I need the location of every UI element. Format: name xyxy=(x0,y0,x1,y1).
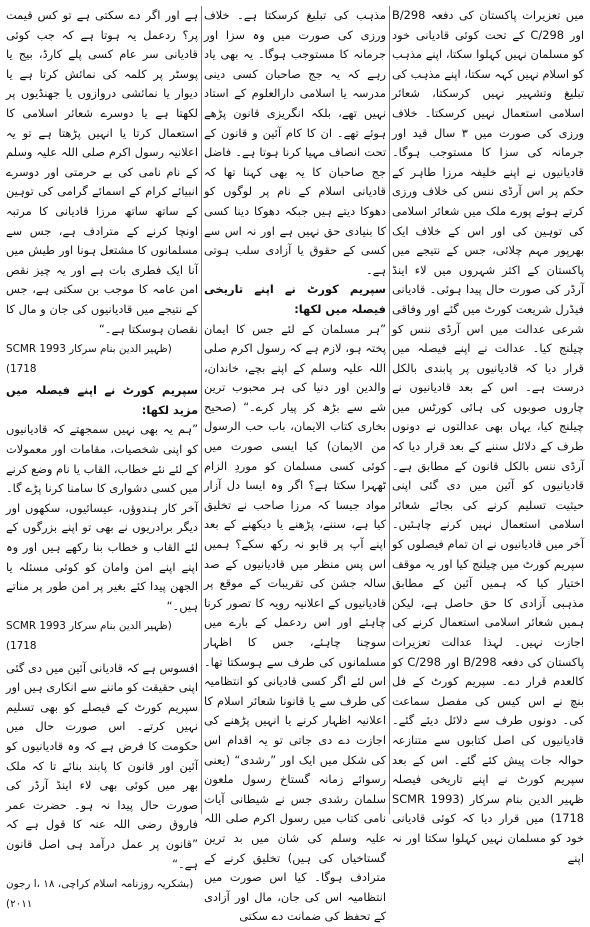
article-paragraph: میں تعزیرات پاکستان کی دفعہ 298/B اور 298/C کے تحت کوئی قادیانی خود کو مسلمان نہیں کہلوا سکتا، اپنے مذہب کو اسلام نہیں کہہ سکتا، اپنے مذہب کی تبلیغ وتشہیر نہیں کرسکتا، شعائر اسلامی استعمال نہیں کرسکتا۔ خلاف ورزی کی صورت میں ۳ سال قید اور جرمانہ کی سزا کا مستوجب ہوگا۔ قادیانیوں نے اپنے خلیفہ مرزا طاہر کے حکم پر اس آرڈی ننس کی خلاف ورزی کرتے ہوئے پورے ملک میں شعائر اسلامی کی توہین کی اور اس کے خلاف ایک بھرپور مہم چلائی، جس کے نتیجے میں پاکستان کے اکثر شہروں میں لاء اینڈ آرڈر کی صورت حال پیدا ہوئی۔ قادیانی فیڈرل شریعت کورٹ میں گئے اور وفاقی شرعی عدالت میں اس آرڈی ننس کو چیلنج کیا۔ عدالت نے اپنے فیصلہ میں قرار دیا کہ قادیانیوں پر پابندی بالکل درست ہے۔ اس کے بعد قادیانیوں نے چاروں صوبوں کی ہائی کورٹس میں چیلنج کیا، یہاں بھی عدالتوں نے دونوں طرف کے دلائل سننے کے بعد قرار دیا کہ آرڈی ننس بالکل قانون کے مطابق ہے۔ قادیانیوں کو آئین میں دی گئی اپنی حیثیت تسلیم کرنے کی بجائے شعائر اسلامی استعمال نہیں کرنے چاہئیں۔ آخر میں قادیانیوں نے ان تمام فیصلوں کو سپریم کورٹ میں چیلنج کیا اور یہ موقف اختیار کیا کہ ہمیں آئین کے مطابق مذہبی آزادی کا حق حاصل ہے، لیکن ہمیں شعائر اسلامی استعمال کرنے کی اجازت نہیں۔ لہذا عدالت تعزیرات پاکستان کی دفعہ 298/B اور 298/C کو کالعدم قرار دے۔ سپریم کورٹ کے فل بنچ نے اس کیس کی مفصل سماعت کی۔ دونوں طرف سے دلائل دیئے گئے۔ قادیانیوں کی اصل کتابوں سے متنازعہ حوالہ جات پیش کئے گئے۔ اس کے بعد سپریم کورٹ نے اپنے تاریخی فیصلہ ظہیر الدین بنام سرکار (1993 SCMR 1718) میں قرار دیا کہ کوئی قادیانی خود کو مسلمان نہیں کہلوا سکتا اور نہ اپنے xyxy=(392,8,585,865)
article-paragraph: افسوس ہے کہ قادیانی آئین میں دی گئی اپنی حقیقت کو ماننے سے انکاری ہیں اور سپریم کورٹ کے فیصلے کو بھی تسلیم نہیں کرتے۔ اس صورت حال میں حکومت کا فرض ہے کہ وہ قادیانیوں کو آئین اور قانون کا پابند بنائے تا کہ ملک بھر میں کوئی بھی لاء اینڈ آرڈر کی صورت حال پیدا نہ ہو۔ حضرت عمر فاروق رضی اللہ عنہ کا قول ہے کہ ”قانون پر عمل درآمد ہی اصل قانون ہے۔“ xyxy=(6,660,198,871)
court-quote: ہے اور اگر دے سکتی ہے تو کس قیمت پر؟ ردعمل یہ ہوتا ہے کہ جب کوئی قادیانی سر عام کسی پلے کارڈ، بیج یا پوسٹر پر کلمہ کی نمائش کرتا ہے یا دیوار یا نمائشی دروازوں یا جھنڈیوں پر لکھتا ہے یا دوسرے شعائر اسلامی کا استعمال کرتا یا انہیں پڑھتا ہے تو یہ اعلانیہ رسول اکرم صلی اللہ علیہ وسلم کے نام نامی کی بے حرمتی اور دوسرے انبیائے کرام کے اسمائے گرامی کی توہین کے ساتھ ساتھ مرزا قادیانی کا مرتبہ اونچا کرنے کے مترادف ہے، جس سے مسلمانوں کا مشتعل ہونا اور طیش میں آنا ایک فطری بات ہے اور یہ چیز نقص امن عامہ کا موجب بن سکتی ہے، جس کے نتیجے میں قادیانیوں کی جان و مال کا نقصان ہوسکتا ہے۔“ xyxy=(6,8,198,336)
column-divider xyxy=(389,6,390,814)
article-paragraph: مذہب کی تبلیغ کرسکتا ہے۔ خلاف ورزی کی صورت میں وہ سزا اور جرمانہ کا مستوجب ہوگا۔ یہ بھی یاد رہے کہ یہ جج صاحبان کسی دینی مدرسہ یا اسلامی دارالعلوم کے استاد نہیں تھے، بلکہ انگریزی قانون پڑھے ہوئے تھے۔ ان کا کام آئین و قانون کے تحت انصاف مہیا کرنا ہوتا ہے۔ فاضل جج صاحبان کا یہ بھی کہنا تھا کہ قادیانی اسلام کے نام پر لوگوں کو دھوکا دیتے ہیں جبکہ دھوکا دینا کسی کا بنیادی حق نہیں ہے اور نہ اس سے کسی کے حقوق یا آزادی سلب ہوتی ہے۔ xyxy=(204,8,386,277)
court-quote: ”ہم یہ بھی نہیں سمجھتے کہ قادیانیوں کو اپنی شخصیات، مقامات اور معمولات کے لئے نئے خطاب، القاب یا نام وضع کرنے میں کسی دشواری کا سامنا کرنا پڑے گا۔ آخر کار ہندوؤں، عیسائیوں، سکھوں اور دیگر برادریوں نے بھی تو اپنے بزرگوں کے لئے القاب و خطاب بنا رکھے ہیں اور وہ اپنے اپنے امن وامان کو کوئی مسئلہ یا الجھن پیدا کئے بغیر پر امن طور پر مناتے ہیں۔“ xyxy=(6,422,198,613)
source-credit: (بشکریہ روزنامہ اسلام کراچی، ۱۸ ،ا رجون ۲۰۱۱) xyxy=(6,878,194,910)
column-divider xyxy=(201,6,202,814)
section-heading: سپریم کورٹ نے اپنے تاریخی فیصلہ میں لکھا: xyxy=(204,282,386,316)
court-quote: ”ہر مسلمان کے لئے جس کا ایمان پختہ ہو، لازم ہے کہ رسول اکرم صلی اللہ علیہ وسلم کے اپنے بچے، خاندان، والدین اور دنیا کی ہر محبوب ترین شے سے بڑھ کر پیار کرے۔“ (صحیح بخاری کتاب الایمان، باب حب الرسول من الایمان) کیا ایسی صورت میں کوئی کسی مسلمان کو موردِ الزام ٹھہرا سکتا ہے؟ اگر وہ ایسا دل آزار مواد جیسا کہ مرزا صاحب نے تخلیق کیا ہے، سننے، پڑھنے یا دیکھنے کے بعد اپنے آپ پر قابو نہ رکھ سکے؟ ہمیں اس پس منظر میں قادیانیوں کے صد سالہ جشن کی تقریبات کے موقع پر قادیانیوں کے اعلانیہ رویہ کا تصور کرنا چاہئے اور اس ردعمل کے بارے میں سوچنا چاہئے، جس کا اظہار مسلمانوں کی طرف سے ہوسکتا تھا۔ اس لئے اگر کسی قادیانی کو انتظامیہ کی طرف سے یا قانونا شعائر اسلام کا اعلانیہ اظہار کرنے یا انہیں پڑھنے کی اجازت دے دی جاتی تو یہ اقدام اس کی شکل میں ایک اور ”رشدی“ (یعنی رسوائے زمانہ گستاخ رسول ملعون سلمان رشدی جس نے شیطانی آیات نامی کتاب میں رسول اکرم صلی اللہ علیہ وسلم کی شان میں بد ترین گستاخیاں کی ہیں) تخلیق کرنے کے مترادف ہوگا۔ کیا اس صورت میں انتظامیہ اس کی جان، مال اور آزادی کے تحفظ کی ضمانت دے سکتی xyxy=(204,321,386,924)
article-column-middle xyxy=(204,6,386,924)
article-column-right xyxy=(392,6,585,865)
case-citation: (ظہیر الدین بنام سرکار 1993 SCMR 1718) xyxy=(6,343,172,375)
case-citation: (ظہیر الدین بنام سرکار 1993 SCMR 1718) xyxy=(6,620,172,652)
section-heading: سپریم کورٹ نے اپنے فیصلہ میں مزید لکھا: xyxy=(6,383,198,417)
article-column-left xyxy=(6,6,198,910)
